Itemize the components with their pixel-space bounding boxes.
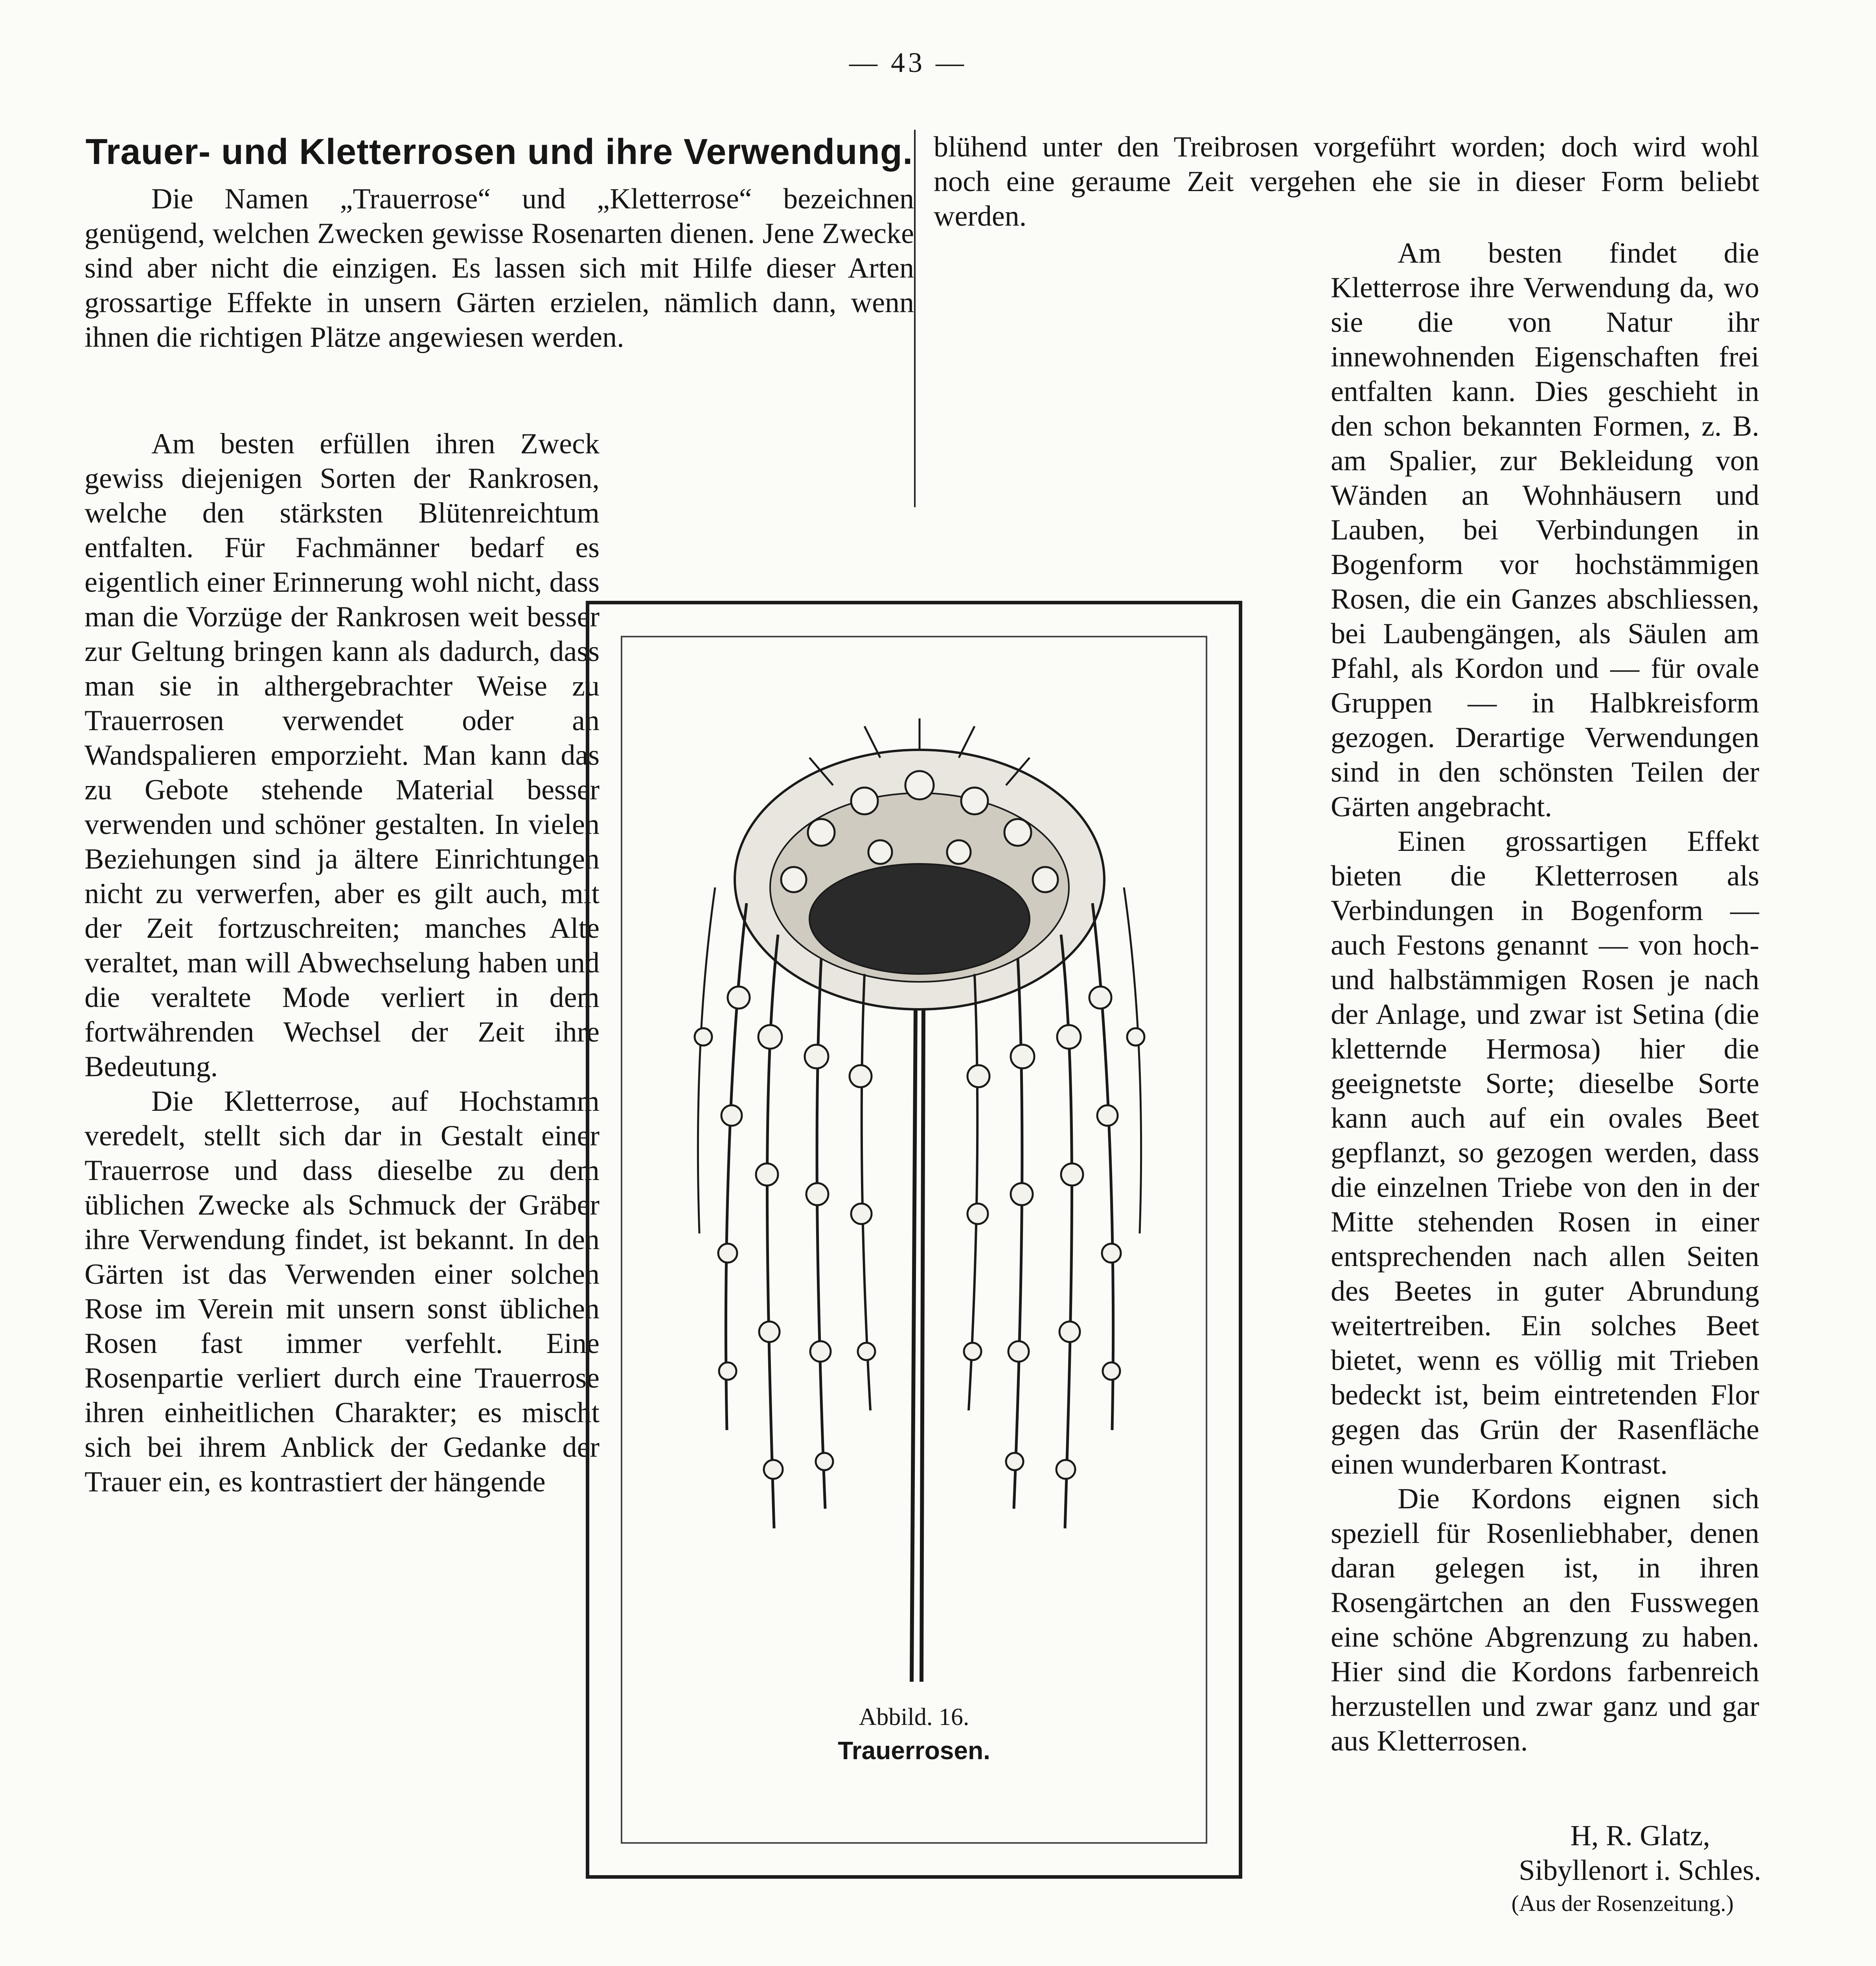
right-column-top bbox=[934, 130, 1759, 234]
column-divider bbox=[914, 130, 916, 507]
left-column-top bbox=[85, 130, 914, 355]
paragraph: Die Kletterrose, auf Hochstamm veredelt, stellt sich dar in Gestalt einer Trauerrose und dass dieselbe zu dem üblichen Zwecke als Schmuck der Gräber ihre Verwendung findet, ist bekannt. In den Gärten ist das Verwenden einer solchen Rose im Verein mit unsern sonst üblichen Rosen fast immer verfehlt. Eine Rosenpartie verliert durch eine Trauerrose ihren einheitlichen Charakter; es mischt sich bei ihrem Anblick der Gedanke der Trauer ein, es kontrastiert der hängende bbox=[85, 1085, 600, 1498]
author: H, R. Glatz, bbox=[1570, 1820, 1710, 1852]
weeping-rose-illustration bbox=[644, 683, 1191, 1690]
paragraph: Einen grossartigen Effekt bieten die Kletterrosen als Verbindungen in Bogenform — auch Festons genannt — von hoch- und halbstämmigen Rosen je nach der Anlage, und zwar ist Setina (die kletternde Hermosa) hier die geeignetste Sorte; dieselbe Sorte kann auch auf ein ovales Beet gepflanzt, so gezogen werden, dass die einzelnen Triebe von den in der Mitte stehenden Rosen in einer entsprechenden nach allen Seiten des Beetes in guter Abrundung weitertreiben. Ein solches Beet bietet, wenn es völlig mit Trieben bedeckt ist, beim eintretenden Flor gegen das Grün der Rasenfläche einen wunderbaren Kontrast. bbox=[1331, 825, 1759, 1480]
signature-block bbox=[1344, 1819, 1761, 1919]
paragraph: Die Namen „Trauerrose“ und „Kletterrose“ bezeichnen genügend, welchen Zwecken gewisse Rosenarten dienen. Jene Zwecke sind aber nicht die einzigen. Es lassen sich mit Hilfe dieser Arten grossartige Effekte in unsern Gärten erzielen, nämlich dann, wenn ihnen die richtigen Plätze angewiesen werden. bbox=[85, 183, 914, 353]
figure-title: Trauerrosen. bbox=[838, 1736, 990, 1765]
paragraph: blühend unter den Treibrosen vorgeführt worden; doch wird wohl noch eine geraume Zeit vergehen ehe sie in dieser Form beliebt werden. bbox=[934, 131, 1759, 232]
page-number: — 43 — bbox=[849, 47, 967, 78]
figure-frame bbox=[586, 601, 1242, 1879]
location: Sibyllenort i. Schles. bbox=[1519, 1854, 1761, 1887]
article-title: Trauer- und Kletterrosen und ihre Verwendung. bbox=[85, 132, 913, 172]
paragraph: Die Kordons eignen sich speziell für Rosenliebhaber, denen daran gelegen ist, in ihren Rosengärtchen an den Fusswegen eine schöne Abgrenzung zu haben. Hier sind die Kordons farbenreich herzustellen und zwar ganz und gar aus Kletterrosen. bbox=[1331, 1483, 1759, 1757]
paragraph: Am besten erfüllen ihren Zweck gewiss diejenigen Sorten der Rankrosen, welche den stärksten Blütenreichtum entfalten. Für Fachmänner bedarf es eigentlich einer Erinnerung wohl nicht, dass man die Vorzüge der Rankrosen weit besser zur Geltung bringen kann als dadurch, dass man sie in althergebrachter Weise zu Trauerrosen verwendet oder an Wandspalieren emporzieht. Man kann das zu Gebote stehende Material besser verwenden und schöner gestalten. In vielen Beziehungen sind ja ältere Einrichtungen nicht zu verwerfen, aber es gilt auch, mit der Zeit fortzuschreiten; manches Alte veraltet, man will Abwechselung haben und die veraltete Mode verliert in dem fortwährenden Wechsel der Zeit ihre Bedeutung. bbox=[85, 428, 600, 1083]
source: (Aus der Rosenzeitung.) bbox=[1511, 1891, 1734, 1916]
figure-label: Abbild. 16. bbox=[859, 1704, 969, 1730]
figure-caption bbox=[589, 1701, 1239, 1768]
paragraph: Am besten findet die Kletterrose ihre Verwendung da, wo sie die von Natur ihr innewohnenden Eigenschaften frei entfalten kann. Dies geschieht in den schon bekannten Formen, z. B. am Spalier, zur Bekleidung von Wänden an Wohnhäusern und Lauben, bei Verbindungen in Bogenform vor hochstämmigen Rosen, die ein Ganzes abschliessen, bei Laubengängen, als Säulen am Pfahl, als Kordon und — für ovale Gruppen — in Halbkreisform gezogen. Derartige Verwendungen sind in den schönsten Teilen der Gärten angebracht. bbox=[1331, 237, 1759, 823]
